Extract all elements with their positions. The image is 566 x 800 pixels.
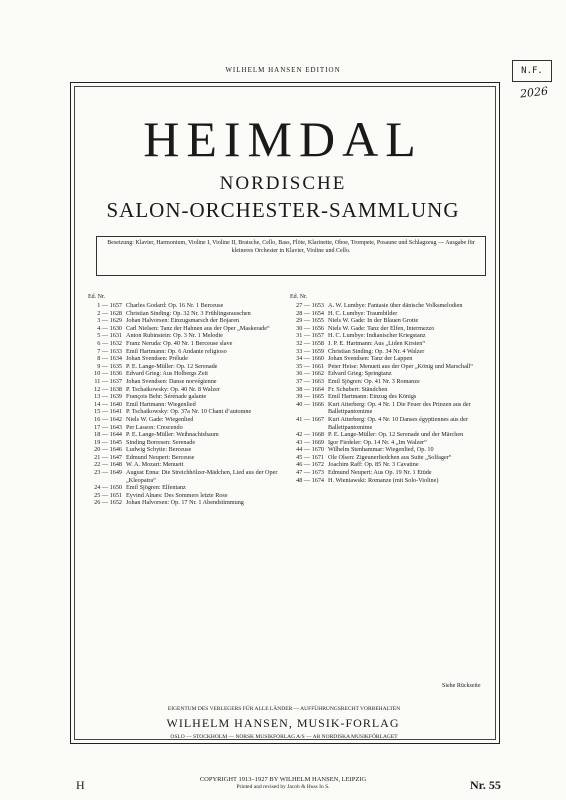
catalog-entry — [290, 325, 490, 333]
catalog-entry — [290, 461, 490, 469]
printer-line: Printed and revised by Jacob & Huss In S. — [236, 784, 330, 790]
catalog-entry — [88, 332, 288, 340]
entry-number: 21 — 1647 — [94, 453, 122, 461]
entry-number: 22 — 1648 — [94, 461, 122, 469]
entry-title: Johan Halvorsen: Einzugsmarsch der Bojaren — [126, 317, 240, 325]
entry-title: Edmund Neupert: Aus Op. 19 Nr. 1 Etüde — [328, 469, 432, 477]
entry-number: 44 — 1670 — [296, 446, 324, 454]
catalog-entry — [290, 317, 490, 325]
entry-number: 3 — 1629 — [97, 317, 122, 325]
entry-number: 6 — 1632 — [97, 339, 122, 347]
entry-title: Emil Hartmann: Einzug des Königs — [328, 393, 417, 401]
catalog-entry — [290, 310, 490, 318]
entry-title: Christian Sinding: Op. 34 Nr. 4 Walzer — [328, 347, 425, 355]
catalog-entry — [88, 492, 288, 500]
catalog-entry — [290, 348, 490, 356]
catalog-entry — [290, 340, 490, 348]
entry-title: A. W. Lumbye: Fantasie über dänische Volksmelodien — [328, 302, 463, 309]
entry-title: Johan Svendsen: Danse norvégienne — [126, 377, 217, 385]
catalog-entry — [88, 363, 288, 371]
entry-number: 36 — 1662 — [296, 370, 324, 378]
continued-note: Siehe Rückseite — [442, 683, 481, 689]
catalog-left-column — [88, 294, 288, 507]
catalog-entry — [88, 439, 288, 447]
edition-header: WILHELM HANSEN EDITION — [225, 66, 341, 74]
entry-number: 13 — 1639 — [94, 393, 122, 401]
entry-title: Emil Hartmann: Op. 6 Andante religioso — [126, 347, 227, 355]
subtitle-collection: SALON-ORCHESTER-SAMMLUNG — [106, 198, 460, 222]
entry-number: 25 — 1651 — [94, 491, 122, 499]
catalog-entry — [88, 317, 288, 325]
catalog-entry — [290, 416, 490, 431]
entry-number: 42 — 1668 — [296, 431, 324, 439]
catalog-entry — [290, 393, 490, 401]
catalog-right-column — [290, 294, 490, 484]
entry-title: Ludwig Schytte: Berceuse — [126, 446, 192, 454]
entry-number: 35 — 1661 — [296, 362, 324, 370]
entry-title: Kurt Atterberg: Op. 4 Nr. 10 Danses égyptiennes aus der Ballettpantomime — [328, 415, 468, 431]
entry-number: 20 — 1646 — [94, 446, 122, 454]
page-letter: H — [76, 778, 85, 792]
entry-number: 45 — 1671 — [296, 453, 324, 461]
catalog-entry — [290, 370, 490, 378]
catalog-entry — [88, 370, 288, 378]
catalog-entry — [290, 454, 490, 462]
entry-title: Peter Heise: Menuett aus der Oper „König und Marschall“ — [328, 362, 474, 370]
catalog-entry — [290, 446, 490, 454]
catalog-entry — [88, 302, 288, 310]
entry-title: Kurt Atterberg: Op. 4 Nr. 1 Die Feuer des Prinzen aus der Ballettpantomime — [328, 400, 471, 416]
entry-number: 33 — 1659 — [296, 347, 324, 355]
subtitle-nordische: NORDISCHE — [219, 173, 347, 194]
catalog-entry — [290, 477, 490, 485]
entry-title: Emil Hartmann: Wiegenlied — [126, 400, 196, 408]
catalog-entry — [88, 499, 288, 507]
catalog-entry — [88, 393, 288, 401]
catalog-entry — [88, 461, 288, 469]
entry-number: 34 — 1660 — [296, 355, 324, 363]
catalog-entry — [290, 401, 490, 416]
entry-title: Johan Svendsen: Tanz der Lappen — [328, 355, 413, 363]
catalog-entry — [88, 310, 288, 318]
copyright-line: COPYRIGHT 1913–1927 BY WILHELM HANSEN, LEIPZIG — [199, 776, 367, 783]
entry-title: P. Tschaikowsky: Op. 40 Nr. 8 Walzer — [126, 385, 220, 393]
entry-title: Emil Sjögren: Op. 41 Nr. 3 Romanze — [328, 377, 420, 385]
entry-title: François Behr: Sérénade galante — [126, 393, 207, 401]
catalog-entry — [290, 378, 490, 386]
library-stamp: N.F. — [512, 60, 552, 82]
entry-title: Christian Sinding: Op. 32 Nr. 3 Frühlingsrauschen — [126, 309, 251, 317]
entry-number: 12 — 1638 — [94, 385, 122, 393]
entry-number: 27 — 1653 — [296, 302, 324, 309]
left-column-header: Ed. Nr. — [88, 294, 106, 300]
entry-number: 29 — 1655 — [296, 317, 324, 325]
entry-number: 26 — 1652 — [94, 499, 122, 507]
entry-number: 43 — 1669 — [296, 438, 324, 446]
entry-title: Igor Fiedeler: Op. 14 Nr. 4 „Im Walzer“ — [328, 438, 427, 446]
entry-title: Wilhelm Stenhammar: Wiegenlied, Op. 10 — [328, 446, 434, 454]
entry-number: 48 — 1674 — [296, 476, 324, 484]
entry-number: 7 — 1633 — [97, 347, 122, 355]
entry-title: Eyvind Alnæs: Des Sommers letzte Rose — [126, 491, 228, 499]
entry-title: P. E. Lange-Müller: Weihnachtsbaum — [126, 431, 219, 439]
entry-title: Edvard Grieg: Aus Holbergs Zeit — [126, 370, 209, 378]
entry-number: 1 — 1657 — [97, 302, 122, 309]
entry-title: H. C. Lumbye: Indianischer Kriegstanz — [328, 332, 426, 340]
catalog-entry — [88, 378, 288, 386]
entry-number: 41 — 1667 — [296, 415, 324, 423]
entry-number: 17 — 1643 — [94, 423, 122, 431]
entry-title: Charles Godard: Op. 16 Nr. 1 Berceuse — [126, 302, 224, 309]
right-column-header: Ed. Nr. — [290, 294, 308, 300]
left-list — [88, 302, 288, 507]
entry-number: 9 — 1635 — [97, 362, 122, 370]
page-title: HEIMDAL — [143, 111, 423, 167]
entry-title: J. P. E. Hartmann: Aus „Liden Kirsten“ — [328, 339, 426, 347]
entry-number: 30 — 1656 — [296, 324, 324, 332]
entry-title: Franz Neruda: Op. 40 Nr. 1 Berceuse slave — [126, 339, 233, 347]
catalog-entry — [88, 424, 288, 432]
catalog-entry — [290, 469, 490, 477]
catalog-entry — [88, 454, 288, 462]
catalog-entry — [88, 401, 288, 409]
entry-title: H. C. Lumbye: Traumbilder — [328, 309, 398, 317]
catalog-entry — [290, 363, 490, 371]
entry-number: 10 — 1636 — [94, 370, 122, 378]
catalog-entry — [290, 431, 490, 439]
entry-title: Niels W. Gade: In der Blauen Grotte — [328, 317, 419, 325]
entry-title: Edvard Grieg: Springtanz — [328, 370, 392, 378]
entry-title: Johan Halvorsen: Op. 17 Nr. 1 Abendstimmung — [126, 499, 244, 507]
catalog-entry — [88, 431, 288, 439]
catalog-entry — [88, 348, 288, 356]
catalog-entry — [290, 355, 490, 363]
entry-number: 31 — 1657 — [296, 332, 324, 340]
entry-number: 14 — 1640 — [94, 400, 122, 408]
entry-number: 18 — 1644 — [94, 431, 122, 439]
entry-number: 40 — 1666 — [296, 400, 324, 408]
entry-number: 47 — 1673 — [296, 469, 324, 477]
edition-number: Nr. 55 — [470, 778, 501, 792]
entry-number: 2 — 1628 — [97, 309, 122, 317]
handwritten-number: 2026 — [519, 84, 549, 101]
catalog-entry — [88, 355, 288, 363]
catalog-entry — [290, 386, 490, 394]
entry-title: Niels W. Gade: Wiegenlied — [126, 415, 194, 423]
entry-title: Sinding Borresen: Serenade — [126, 438, 196, 446]
catalog-entry — [290, 332, 490, 340]
entry-number: 32 — 1658 — [296, 339, 324, 347]
entry-number: 4 — 1630 — [97, 324, 122, 332]
entry-title: Ole Olsen: Zigeunerliedchen aus Suite „Solfager“ — [328, 453, 452, 461]
entry-title: Carl Nielsen: Tanz der Hahnen aus der Oper „Maskerade“ — [126, 324, 270, 332]
entry-number: 24 — 1650 — [94, 484, 122, 492]
entry-title: P. E. Lange-Müller: Op. 12 Serenade und der Märchen — [328, 431, 464, 439]
entry-number: 23 — 1649 — [94, 469, 122, 477]
entry-title: Fr. Schubert: Ständchen — [328, 385, 388, 393]
instrumentation-box: Besetzung: Klavier, Harmonium, Violine I, Violine II, Bratsche, Cello, Bass, Flöte, Klarinette, Oboe, Trompete, Posaune und Schlagzeug — Ausgabe für kleineres Orchester in Klavier, Violine und Cello. — [96, 236, 486, 276]
entry-title: August Enna: Die Streichhölzer-Mädchen, Lied aus der Oper „Kleopatra“ — [126, 469, 278, 484]
entry-number: 11 — 1637 — [94, 377, 122, 385]
catalog-entry — [88, 446, 288, 454]
catalog-entry — [88, 325, 288, 333]
entry-number: 46 — 1672 — [296, 461, 324, 469]
catalog-entry — [290, 439, 490, 447]
catalog-entry — [88, 408, 288, 416]
entry-number: 28 — 1654 — [296, 309, 324, 317]
entry-number: 8 — 1634 — [97, 355, 122, 363]
entry-title: Anton Rubinstein: Op. 3 Nr. 1 Melodie — [126, 332, 223, 340]
catalog-entry — [88, 386, 288, 394]
entry-title: Emil Sjögren: Elfentanz — [126, 484, 186, 492]
catalog-entry — [290, 302, 490, 310]
entry-title: Niels W. Gade: Tanz der Elfen, Intermezzo — [328, 324, 435, 332]
rights-notice: EIGENTUM DES VERLEGERS FÜR ALLE LÄNDER — AUFFÜHRUNGSRECHT VORBEHALTEN — [167, 706, 401, 712]
entry-title: P. E. Lange-Müller: Op. 12 Serenade — [126, 362, 218, 370]
publisher-cities: OSLO — STOCKHOLM — NORSK MUSIKFORLAG A/S — AB NORDISKA MUSIKFÖRLAGET — [170, 734, 398, 740]
publisher-name: WILHELM HANSEN, MUSIK-FORLAG — [166, 716, 400, 730]
entry-number: 38 — 1664 — [296, 385, 324, 393]
entry-number: 15 — 1641 — [94, 408, 122, 416]
entry-title: Edmund Neupert: Berceuse — [126, 453, 195, 461]
entry-number: 19 — 1645 — [94, 438, 122, 446]
entry-title: H. Wieniawski: Romanze (mit Solo-Violine) — [328, 476, 439, 484]
entry-number: 16 — 1642 — [94, 415, 122, 423]
entry-title: Per Lasson: Crescendo — [126, 423, 183, 431]
catalog-entry — [88, 416, 288, 424]
entry-number: 37 — 1663 — [296, 377, 324, 385]
catalog-entry — [88, 340, 288, 348]
entry-title: Johan Svendsen: Prélude — [126, 355, 188, 363]
entry-title: P. Tschaikowsky: Op. 37a Nr. 10 Chant d’automne — [126, 408, 252, 416]
entry-number: 5 — 1631 — [97, 332, 122, 340]
entry-title: W. A. Mozart: Menuett — [126, 461, 184, 469]
catalog-entry — [88, 484, 288, 492]
catalog-entry — [88, 469, 288, 484]
entry-title: Joachim Raff: Op. 85 Nr. 3 Cavatine — [328, 461, 419, 469]
right-list — [290, 302, 490, 484]
entry-number: 39 — 1665 — [296, 393, 324, 401]
